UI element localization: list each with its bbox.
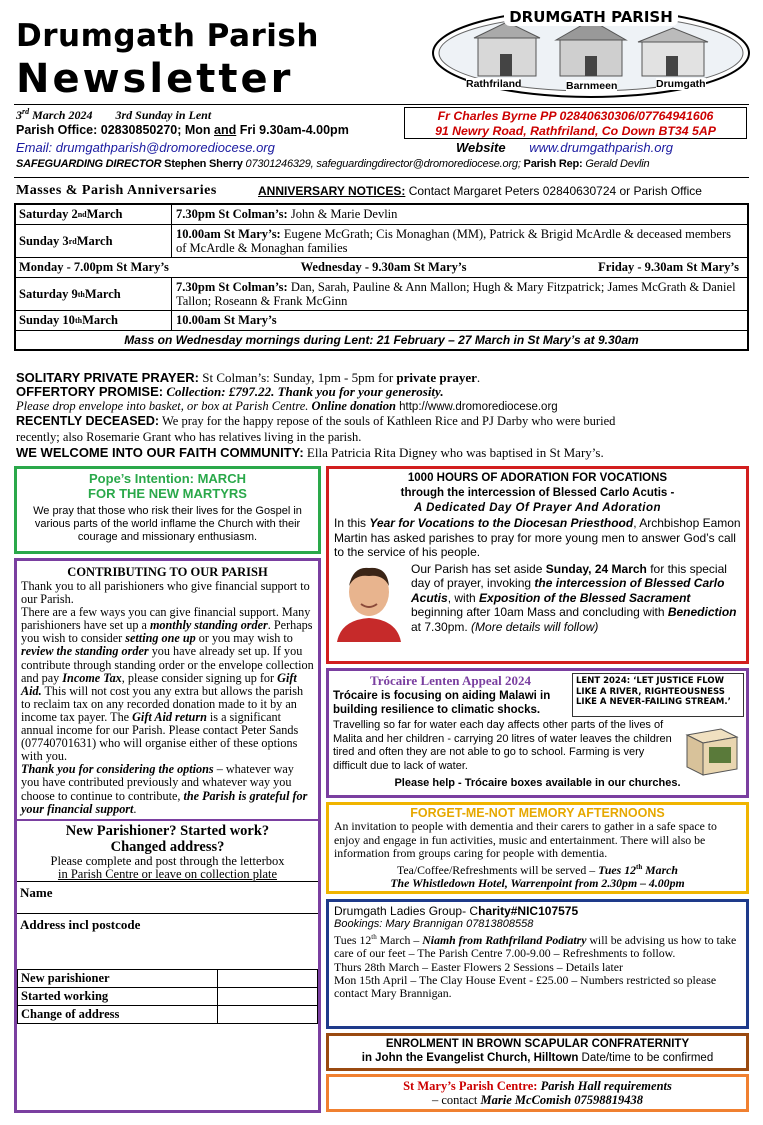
mass-details: 10.00am St Mary’s: Eugene McGrath; Cis Monaghan (MM), Patrick & Brigid McArdle & deceased members of McArdle & Monaghan families bbox=[176, 227, 731, 255]
priest-contact-box bbox=[404, 107, 747, 139]
weekday-mass-monday: Monday - 7.00pm St Mary’s bbox=[19, 260, 169, 274]
forget-me-not-box bbox=[326, 802, 749, 894]
trocaire-title: Trócaire Lenten Appeal 2024 bbox=[370, 673, 531, 688]
welcome-notice: WE WELCOME INTO OUR FAITH COMMUNITY: Ella Patricia Rita Digney who was baptised in St Mary’s. bbox=[16, 445, 604, 460]
logo-place-3: Drumgath bbox=[656, 78, 706, 90]
adoration-text: Our Parish has set aside Sunday, 24 March for this special day of prayer, invoking the intercession of Blessed Carlo Acutis, with Exposition of the Blessed Sacrament beginning after 10am Mass and concluding with Benediction at 7.30pm. (More details will follow) bbox=[411, 561, 737, 634]
trocaire-box-image bbox=[681, 721, 743, 777]
trocaire-focus: Trócaire is focusing on aiding Malawi in building resilience to climatic shocks. bbox=[333, 690, 551, 716]
pope-intention-text: We pray that those who risk their lives for the Gospel in various parts of the world inflame the Church with their courage and missionary enthusiasm. bbox=[33, 505, 302, 543]
option-checkbox[interactable] bbox=[218, 1005, 318, 1023]
option-label: Change of address bbox=[18, 1005, 218, 1023]
weekday-mass-friday: Friday - 9.30am St Mary’s bbox=[598, 260, 739, 274]
contributing-box bbox=[14, 558, 321, 1113]
safeguarding-line: SAFEGUARDING DIRECTOR Stephen Sherry 07301246329, safeguardingdirector@dromorediocese.org; Parish Rep: Gerald Devlin bbox=[16, 158, 650, 170]
anniversary-notice: ANNIVERSARY NOTICES: Contact Margaret Peters 02840630724 or Parish Office bbox=[258, 184, 702, 198]
address-field[interactable]: Address incl postcode bbox=[17, 913, 318, 969]
parish-email[interactable]: Email: drumgathparish@dromorediocese.org bbox=[16, 140, 275, 155]
table-row bbox=[18, 1005, 318, 1023]
forget-title: FORGET-ME-NOT MEMORY AFTERNOONS bbox=[410, 806, 665, 820]
mass-details: 7.30pm St Colman’s: Dan, Sarah, Pauline & Ann Mallon; Hugh & Mary Fitzpatrick; James McGrath & Daniel Tallon; Roseann & Frank McGinn bbox=[176, 280, 736, 308]
mass-details: 10.00am St Mary’s bbox=[176, 313, 277, 327]
contributing-text: Thank you to all parishioners who give financial support to our Parish. There are a few ways you can give financial support. Many parishioners have set up a monthly standing order. Perhaps you wish to consider setting one up or you may wish to review the standing order you have already set up. If you contribute through standing order or the envelope collection and pay Income Tax, please consider signing up for Gift Aid. This will not cost you any extra but allows the parish to reclaim tax on any recorded donation made to it by an income tax payer. The Gift Aid return is a significant annual income for our Parish. Please contact Peter Sands (07740701631) who will organise either of these options with you. Thank you for considering the options – whatever way you have contributed previously and whatever way you choose to continue to contribute, the Parish is grateful for your financial support. bbox=[21, 579, 314, 816]
adoration-subtitle: through the intercession of Blessed Carlo Acutis - bbox=[400, 487, 675, 499]
contributing-title: CONTRIBUTING TO OUR PARISH bbox=[67, 565, 268, 579]
deceased-notice-cont: recently; also Rosemarie Grant who has relatives living in the parish. bbox=[16, 430, 362, 444]
form-instruction: Please complete and post through the letterbox bbox=[50, 853, 285, 868]
offertory-notice: OFFERTORY PROMISE: Collection: £797.22. Thank you for your generosity. bbox=[16, 384, 444, 399]
weekday-mass-wednesday: Wednesday - 9.30am St Mary’s bbox=[300, 260, 467, 274]
parish-office-line: Parish Office: 02830850270; Mon and Fri 9.30am-4.00pm bbox=[16, 123, 349, 137]
mass-schedule-table bbox=[14, 203, 749, 351]
new-parishioner-form bbox=[17, 819, 318, 1024]
scapular-box bbox=[326, 1033, 749, 1071]
mass-row bbox=[16, 278, 747, 311]
scapular-title: ENROLMENT IN BROWN SCAPULAR CONFRATERNITY bbox=[385, 1038, 690, 1050]
logo-place-2: Barnmeen bbox=[566, 80, 618, 92]
trocaire-poster: LENT 2024: ‘LET JUSTICE FLOW LIKE A RIVER, RIGHTEOUSNESS LIKE A NEVER-FAILING STREAM.’ bbox=[572, 673, 744, 717]
mass-row bbox=[16, 225, 747, 258]
name-field[interactable]: Name bbox=[17, 881, 318, 913]
pope-intention-subtitle: FOR THE NEW MARTYRS bbox=[88, 486, 247, 501]
form-subtitle: Changed address? bbox=[110, 838, 225, 855]
table-row bbox=[18, 987, 318, 1005]
masthead-title-line2: Newsletter bbox=[16, 56, 294, 102]
parish-website[interactable]: Website www.drumgathparish.org bbox=[456, 140, 674, 155]
ladies-event-2: Thurs 28th March – Easter Flowers 2 Sessions – Details later bbox=[334, 959, 623, 974]
mass-row bbox=[16, 205, 747, 225]
forget-venue: The Whistledown Hotel, Warrenpoint from 2.30pm – 4.00pm bbox=[390, 875, 685, 890]
option-label: Started working bbox=[18, 987, 218, 1005]
trocaire-help: Please help - Trócaire boxes available in our churches. bbox=[394, 777, 681, 789]
mass-day: Saturday 2 nd March bbox=[16, 205, 172, 224]
parish-logo bbox=[430, 6, 752, 100]
table-row bbox=[18, 969, 318, 987]
parish-hall-box bbox=[326, 1074, 749, 1112]
priest-name-phone: Fr Charles Byrne PP 02840630306/07764941606 bbox=[437, 109, 714, 123]
option-checkbox[interactable] bbox=[218, 987, 318, 1005]
donation-notice: Please drop envelope into basket, or box at Parish Centre. Online donation http://www.dromorediocese.org bbox=[16, 399, 558, 413]
mass-day: Sunday 3 rd March bbox=[16, 225, 172, 257]
priest-address: 91 Newry Road, Rathfriland, Co Down BT34 5AP bbox=[435, 124, 716, 138]
adoration-tagline: A Dedicated Day Of Prayer And Adoration bbox=[414, 502, 661, 514]
mass-details: 7.30pm St Colman’s: John & Marie Devlin bbox=[176, 207, 398, 221]
adoration-details bbox=[329, 560, 746, 642]
forget-served: Tea/Coffee/Refreshments will be served – Tues 12th March bbox=[397, 862, 678, 877]
trocaire-box bbox=[326, 668, 749, 798]
weekday-masses-row bbox=[16, 258, 747, 278]
ladies-event-3: Mon 15th April – The Clay House Event - £25.00 – Numbers restricted so please contact Mary Brannigan. bbox=[334, 972, 717, 1001]
issue-date: 3rd March 2024 3rd Sunday in Lent bbox=[16, 107, 212, 122]
adoration-intro: In this Year for Vocations to the Diocesan Priesthood, Archbishop Eamon Martin has asked parishes to pray for more young men to answer God’s call to the service of his people. bbox=[334, 516, 741, 559]
adoration-box bbox=[326, 466, 749, 664]
masses-heading: Masses & Parish Anniversaries bbox=[16, 183, 217, 198]
carlo-acutis-photo bbox=[333, 562, 405, 642]
option-label: New parishioner bbox=[18, 969, 218, 987]
header-rule bbox=[14, 104, 749, 105]
mass-row bbox=[16, 311, 747, 331]
logo-title: DRUMGATH PARISH bbox=[504, 8, 678, 26]
trocaire-text: Travelling so far for water each day affects other parts of the lives of Malita and her children - carrying 20 litres of water leaves the children tired and often they are not able to go to school. Farming is very difficult due to lack of water. bbox=[333, 719, 672, 772]
deceased-notice: RECENTLY DECEASED: We pray for the happy repose of the souls of Kathleen Rice and PJ Darby who were buried bbox=[16, 414, 616, 428]
pope-intention-box bbox=[14, 466, 321, 554]
section-rule bbox=[14, 177, 749, 178]
form-title: New Parishioner? Started work? bbox=[65, 822, 270, 839]
hall-title: St Mary’s Parish Centre: Parish Hall requirements bbox=[403, 1079, 672, 1093]
ladies-bookings: Bookings: Mary Brannigan 07813808558 bbox=[334, 918, 534, 930]
mass-day: Saturday 9 th March bbox=[16, 278, 172, 310]
pope-intention-title: Pope’s Intention: MARCH bbox=[89, 471, 246, 486]
solitary-prayer-notice: SOLITARY PRIVATE PRAYER: St Colman’s: Sunday, 1pm - 5pm for private prayer. bbox=[16, 370, 481, 385]
mass-day: Sunday 10 th March bbox=[16, 311, 172, 330]
masthead-title-line1: Drumgath Parish bbox=[16, 18, 319, 54]
ladies-title: Drumgath Ladies Group- Charity#NIC107575 bbox=[334, 904, 579, 918]
ladies-group-box bbox=[326, 899, 749, 1029]
forget-text: An invitation to people with dementia and their carers to gather in a safe space to enjoy and engage in fun activities, music and entertainment. There will also be information from groups caring for people with dementia. bbox=[334, 819, 717, 860]
hall-contact: – contact Marie McComish 07598819438 bbox=[431, 1093, 644, 1107]
lent-mass-note: Mass on Wednesday mornings during Lent: 21 February – 27 March in St Mary’s at 9.30am bbox=[124, 333, 639, 347]
form-instruction-cont: in Parish Centre or leave on collection plate bbox=[57, 866, 278, 881]
adoration-title: 1000 HOURS OF ADORATION FOR VOCATIONS bbox=[407, 472, 668, 484]
logo-place-1: Rathfriland bbox=[466, 78, 522, 90]
option-checkbox[interactable] bbox=[218, 969, 318, 987]
form-options-table bbox=[17, 969, 318, 1024]
scapular-location: in John the Evangelist Church, Hilltown Date/time to be confirmed bbox=[361, 1052, 714, 1064]
ladies-event-1: Tues 12th March – Niamh from Rathfriland Podiatry will be advising us how to take care of our feet – The Parish Centre 7.00-9.00 – Refreshments to follow. bbox=[334, 932, 737, 961]
